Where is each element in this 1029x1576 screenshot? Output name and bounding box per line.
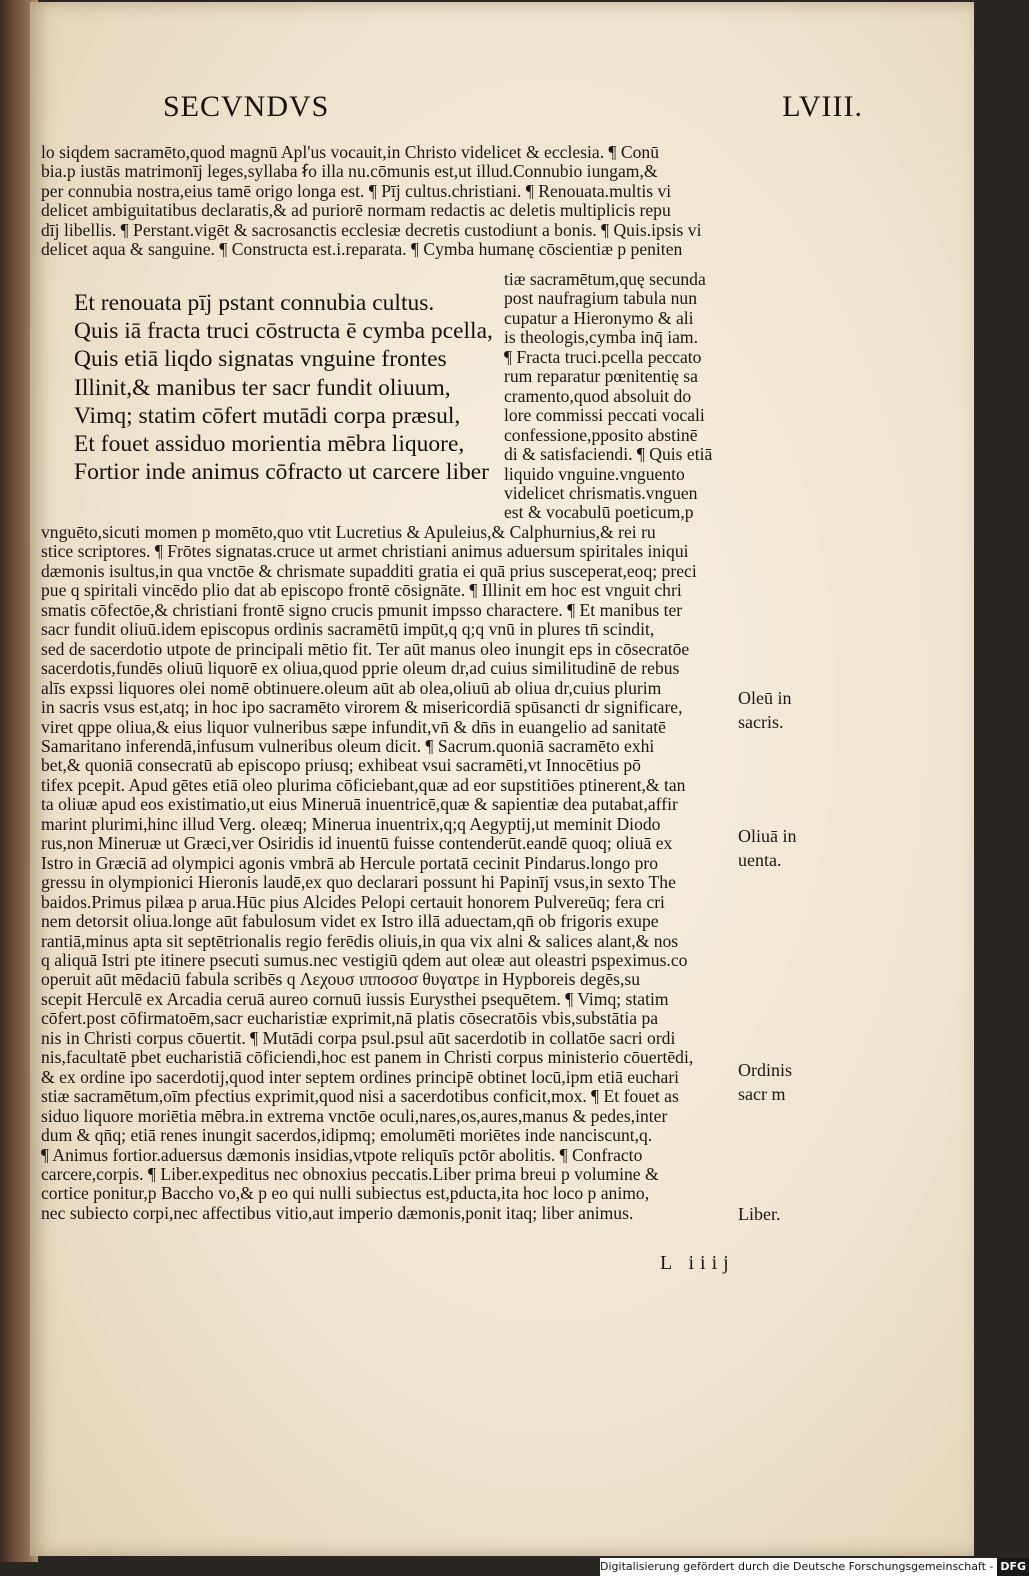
text-line: nem detorsit oliua.longe aūt fabulosum videt ex Istro illā aduectam,qn̄ ob frigoris exupe bbox=[41, 911, 659, 932]
text-line: tifex pcepit. Apud gētes etiā oleo plurima cōficiebant,quæ ad eor supstitiōes ptinerent,& tan bbox=[41, 774, 686, 795]
margin-note-oliua bbox=[738, 824, 797, 872]
dfg-logo: DFG bbox=[997, 1558, 1029, 1576]
text-line: gressu in olympionici Hieronis laudē,ex quo declarari possunt hi Papinīj vsus,in sexto The bbox=[41, 872, 676, 893]
text-line: ¶ Fracta truci.pcella peccato bbox=[504, 346, 702, 367]
text-line: operuit aūt mēdaciū fabula scribēs q Λεχουσ ιπποσοσ θυγατρε in Hypboreis degēs,su bbox=[41, 969, 640, 990]
text-line: alīs expssi liquores olei nomē obtinuere.oleum aūt ab olea,oliuū ab oliua dr,cuius plurim bbox=[41, 677, 662, 698]
text-line: ta oliuæ apud eos existimatio,ut eius Mineruā inuentricē,quæ & sapientiæ dea putabat,affir bbox=[41, 794, 678, 815]
text-line: scepit Herculē ex Arcadia ceruā aureo cornuū iussis Eurysthei psequētem. ¶ Vimq; statim bbox=[41, 988, 669, 1009]
page-header bbox=[163, 90, 863, 138]
margin-note-liber bbox=[738, 1202, 781, 1226]
folio-number: LVIII. bbox=[782, 90, 863, 123]
text-line: carcere,corpis. ¶ Liber.expeditus nec obnoxius peccatis.Liber prima breui p volumine & bbox=[41, 1163, 659, 1184]
text-line: bet,& quoniā consecratū ab episcopo priusq; exhibeat vsui sacramēti,vt Innocētius pō bbox=[41, 755, 641, 776]
text-line: smatis cōfectōe,& christiani frontē signo crucis pmunit impsso charactere. ¶ Et manibus ter bbox=[41, 599, 683, 620]
commentary-main bbox=[41, 523, 753, 1239]
verse-line: Quis etiā liqdo signatas vnguine frontes bbox=[74, 346, 447, 373]
margin-note-line: Liber. bbox=[738, 1204, 781, 1224]
text-line: nec subiecto corpi,nec affectibus vitio,aut imperio dæmonis,ponit itaq; liber animus. bbox=[41, 1202, 634, 1223]
verse-block bbox=[74, 289, 536, 489]
credit-text: Digitalisierung gefördert durch die Deutsche Forschungsgemeinschaft - bbox=[600, 1560, 994, 1573]
text-line: & ex ordine ipo sacerdotij,quod inter septem ordines principē obtinet locū,ipm etiā euchari bbox=[41, 1066, 680, 1087]
text-line: di & satisfaciendi. ¶ Quis etiā bbox=[504, 444, 713, 465]
verse-line: Fortior inde animus cōfracto ut carcere liber bbox=[74, 459, 489, 486]
text-line: sacerdotis,fundēs oliuū liquorē ex oliua,quod pprie oleum dr,ad cuius similitudinē de rebus bbox=[41, 658, 680, 679]
text-line: cramento,quod absoluit do bbox=[504, 385, 692, 406]
text-line: nis,facultatē pbet eucharistiā cōficiendi,hoc est panem in Christi corpus ministerio cōuertēdi, bbox=[41, 1047, 694, 1068]
text-line: per connubia nostra,eius tamē origo longa est. ¶ Pīj cultus.christiani. ¶ Renouata.multis vi bbox=[41, 180, 672, 201]
text-line: nis in Christi corpus cōuertit. ¶ Mutādi corpa psul.psul aūt sacerdotib in collatōe sacri ordi bbox=[41, 1027, 676, 1048]
text-line: baidos.Primus pilæa p arua.Hūc pius Alcides Pelopi certauit honorem Pulvereūq; fera cri bbox=[41, 891, 665, 912]
verse-line: Et fouet assiduo morientia mēbra liquore, bbox=[74, 431, 465, 458]
text-line: q aliquā Istri pte itinere psecuti sumus.nec vestigiū qdem aut oleæ aut oleastri pspeximus.co bbox=[41, 949, 688, 970]
text-line: cupatur a Hieronymo & ali bbox=[504, 307, 694, 328]
verse-line: Et renouata pīj pstant connubia cultus. bbox=[74, 290, 435, 316]
text-line: is theologis,cymba inq̄ iam. bbox=[504, 327, 698, 348]
text-line: lore commissi peccati vocali bbox=[504, 405, 705, 426]
text-line: cōfert.post cōfirmatoēm,sacr eucharistiæ exprimit,nā platis cōsecratōis vbis,substātia pa bbox=[41, 1008, 659, 1029]
margin-note-line: Oliuā in bbox=[738, 826, 797, 846]
margin-note-oleum bbox=[738, 686, 792, 734]
text-line: sed de sacerdotio utpote de principali mētio fit. Ter aūt manus oleo inungit eps in cōsecratōe bbox=[41, 638, 690, 659]
text-line: rum reparatur pœnitentię sa bbox=[504, 366, 698, 387]
digitization-credit bbox=[600, 1558, 1027, 1576]
book-page bbox=[30, 2, 974, 1556]
text-line: Samaritano inferendā,infusum vulneribus oleum dicit. ¶ Sacrum.quoniā sacramēto exhi bbox=[41, 735, 655, 756]
text-line: stiæ sacramētum,oīm pfectius exprimit,quod nisi a sacerdotibus conficit,mox. ¶ Et fouet as bbox=[41, 1086, 679, 1107]
verse-line: Vimq; statim cōfert mutādi corpa præsul, bbox=[74, 402, 461, 429]
margin-note-line: uenta. bbox=[738, 850, 782, 870]
verse-line: Quis iā fracta truci cōstructa ē cymba pcella, bbox=[74, 318, 493, 345]
text-line: dæmonis isultus,in qua vnctōe & chrismate supadditi gratia ei quā prius susceperat,eoq; preci bbox=[41, 560, 697, 581]
margin-note-line: Oleū in bbox=[738, 688, 792, 708]
text-line: stice scriptores. ¶ Frōtes signatas.cruce ut armet christiani animus aduersum spiritales iniqui bbox=[41, 541, 689, 562]
text-line: lo siqdem sacramēto,quod magnū Apl'us vocauit,in Christo videlicet & ecclesia. ¶ Conū bbox=[41, 142, 660, 162]
text-line: ¶ Animus fortior.aduersus dæmonis insidias,vtpote reliquīs pctōr abolitis. ¶ Confracto bbox=[41, 1144, 643, 1165]
text-line: siduo liquore moriētia mēbra.in extrema vnctōe oculi,nares,os,aures,manus & pedes,inter bbox=[41, 1105, 668, 1126]
text-line: pue q spiritali vincēdo plio dat ab episcopo frontē cōsignāte. ¶ Illinit em hoc est vnguit chri bbox=[41, 580, 682, 601]
text-line: cortice ponitur,p Baccho vo,& p eo qui nulli subiectus est,pducta,ita hoc loco p animo, bbox=[41, 1183, 650, 1204]
verse-line: Illinit,& manibus ter sacr fundit oliuum, bbox=[74, 374, 451, 401]
signature-mark: L iiij bbox=[660, 1252, 735, 1274]
text-line: tiæ sacramētum,quę secunda bbox=[504, 269, 706, 289]
text-line: bia.p iustās matrimonīj leges,syllaba ẜo illa nu.cōmunis est,ut illud.Connubio iungam,& bbox=[41, 161, 658, 182]
text-line: est & vocabulū poeticum,p bbox=[504, 502, 694, 523]
text-line: liquido vnguine.vnguento bbox=[504, 463, 685, 484]
text-line: delicet ambiguitatibus declaratis,& ad puriorē normam redactis ac deletis multiplicis repu bbox=[41, 200, 671, 221]
text-line: dīj libellis. ¶ Perstant.vigēt & sacrosanctis ecclesiæ decretis custodiunt a bonis. ¶ Quis.ipsis vi bbox=[41, 219, 702, 240]
text-line: Istro in Græciā ad olympici agonis vmbrā ab Hercule portatā cecinit Pindarus.longo pro bbox=[41, 852, 659, 873]
margin-note-ordinis bbox=[738, 1058, 792, 1106]
text-line: marint plurimi,hinc illud Verg. oleæq; Minerua inuentrix,q;q Aegyptij,ut meminit Diodo bbox=[41, 813, 661, 834]
running-title: SECVNDVS bbox=[163, 90, 330, 123]
text-line: viret qppe oliua,& eius liquor vulneribus sæpe infundit,vn̄ & dn̄s in euangelio ad sanitatē bbox=[41, 716, 666, 737]
text-line: dum & qn̄q; etiā renes inungit sacerdos,idipmq; emolumēti moriētes inde nanciscunt,q. bbox=[41, 1125, 653, 1146]
text-line: in sacris vsus est,atq; in hoc ipo sacramēto virorem & misericordiā spūsancti dr significare, bbox=[41, 697, 683, 718]
text-line: sacr fundit oliuū.idem episcopus ordinis sacramētū impūt,q q;q vnū in plures tn̄ scindit, bbox=[41, 619, 655, 640]
text-line: vnguēto,sicuti momen p momēto,quo vtit Lucretius & Apuleius,& Calphurnius,& rei ru bbox=[41, 522, 656, 542]
text-line: post naufragium tabula nun bbox=[504, 288, 697, 309]
text-line: delicet aqua & sanguine. ¶ Constructa est.i.reparata. ¶ Cymba humanę cōscientiæ p peniten bbox=[41, 239, 683, 260]
text-line: videlicet chrismatis.vnguen bbox=[504, 482, 698, 503]
commentary-right bbox=[504, 270, 756, 526]
text-line: rus,non Mineruæ ut Græci,ver Osiridis id inuentū fuisse contenderūt.eandē quoq; oliuā ex bbox=[41, 833, 673, 854]
text-line: confessione,pposito abstinē bbox=[504, 424, 698, 445]
commentary-top bbox=[41, 143, 753, 265]
margin-note-line: Ordinis bbox=[738, 1060, 792, 1080]
text-line: rantiā,minus apta sit septētrionalis regio ferēdis oliuis,in qua vix alni & salices alant,& nos bbox=[41, 930, 679, 951]
margin-note-line: sacr m bbox=[738, 1084, 786, 1104]
margin-note-line: sacris. bbox=[738, 712, 784, 732]
